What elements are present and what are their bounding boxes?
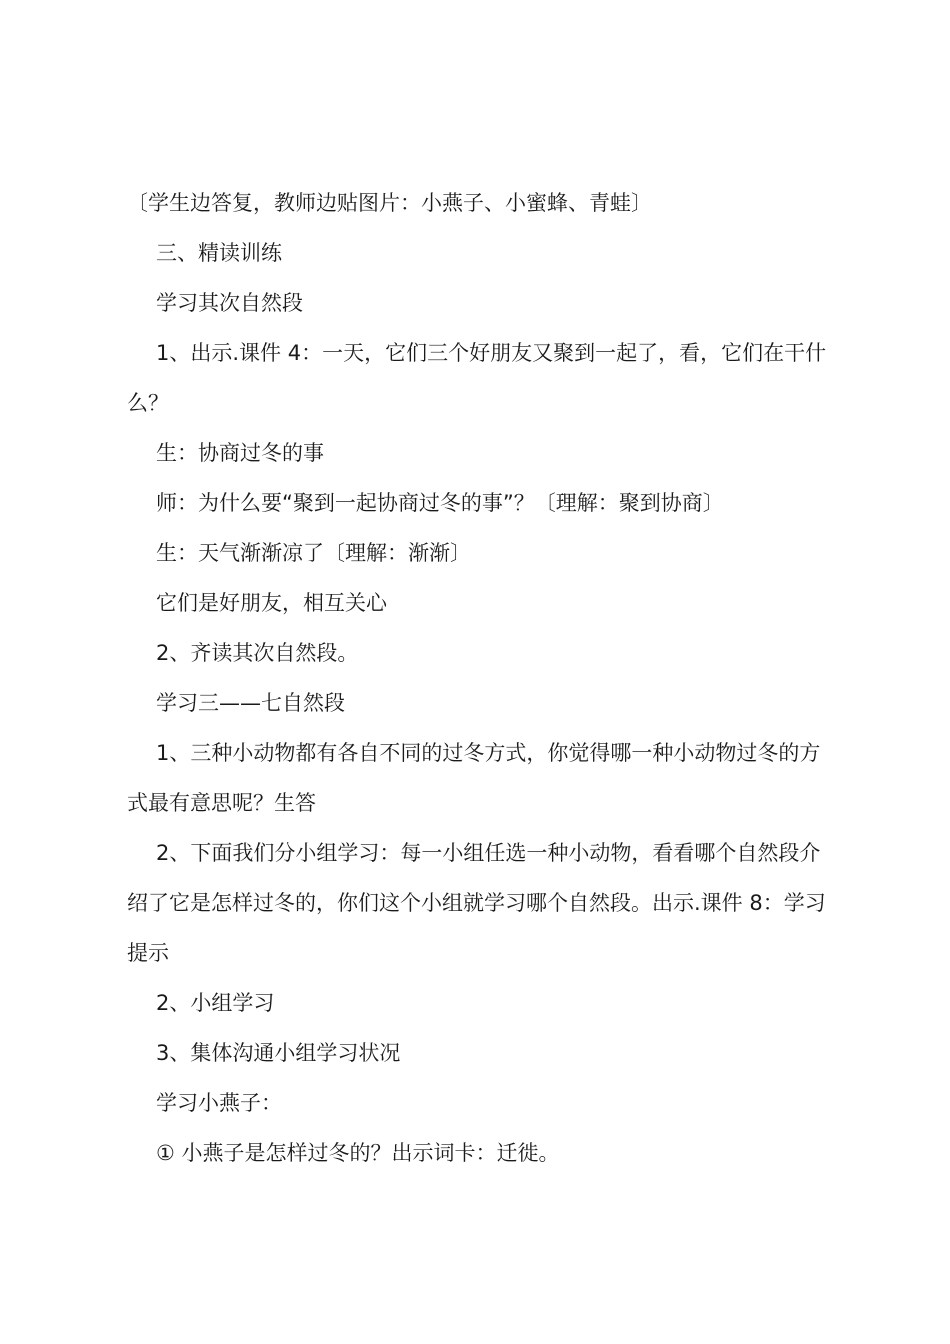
paragraph-group-study: 2、下面我们分小组学习：每一小组任选一种小动物，看看哪个自然段介绍了它是怎样过冬的，你们这个小组就学习哪个自然段。出示.课件 8：学习提示 [127, 841, 826, 965]
document-body [127, 178, 833, 1178]
paragraph-read-together: 2、齐读其次自然段。 [156, 641, 359, 665]
paragraph-swallow-migration: ① 小燕子是怎样过冬的？出示词卡：迁徙。 [156, 1141, 560, 1165]
paragraph-good-friends: 它们是好朋友，相互关心 [156, 591, 387, 615]
paragraph-three-animals: 1、三种小动物都有各自不同的过冬方式，你觉得哪一种小动物过冬的方式最有意思呢？生答 [127, 741, 821, 815]
paragraph-collective-exchange: 3、集体沟通小组学习状况 [156, 1041, 401, 1065]
heading-intensive-reading: 三、精读训练 [156, 241, 282, 265]
paragraph-teacher-question: 师：为什么要“聚到一起协商过冬的事”？〔理解：聚到协商〕 [156, 491, 724, 515]
paragraph-answer-note: 〔学生边答复，教师边贴图片：小燕子、小蜜蜂、青蛙〕 [127, 191, 652, 215]
paragraph-sections-3-7: 学习三——七自然段 [156, 691, 345, 715]
paragraph-student-answer-1: 生：协商过冬的事 [156, 441, 324, 465]
paragraph-group-learning: 2、小组学习 [156, 991, 275, 1015]
paragraph-second-section: 学习其次自然段 [156, 291, 303, 315]
paragraph-courseware-4: 1、出示.课件 4：一天，它们三个好朋友又聚到一起了，看，它们在干什么？ [127, 341, 827, 415]
paragraph-learn-swallow: 学习小燕子： [156, 1091, 282, 1115]
paragraph-student-answer-2: 生：天气渐渐凉了〔理解：渐渐〕 [156, 541, 471, 565]
